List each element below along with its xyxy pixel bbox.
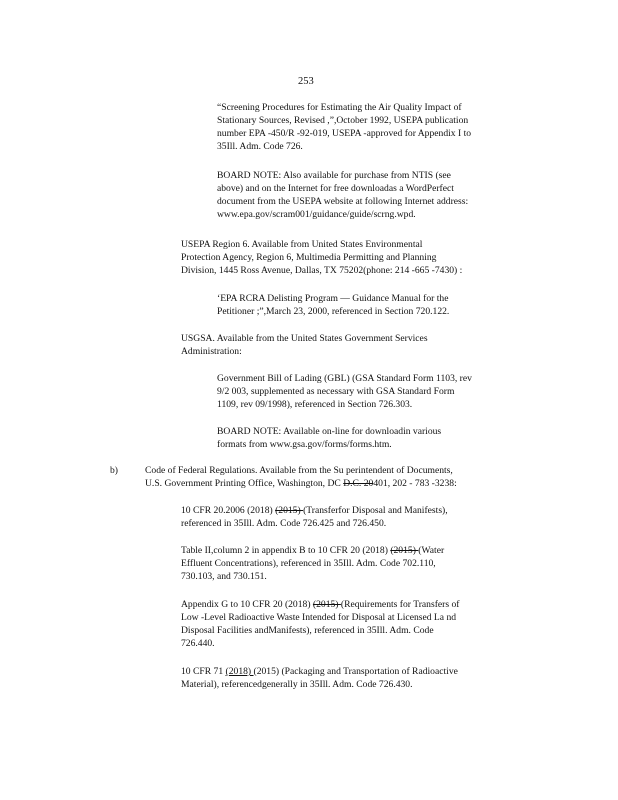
text-line [181, 504, 471, 517]
text-line: Effluent Concentrations), referenced in 35Ill. Adm. Code 702.110, [181, 558, 436, 569]
text-line: Administration: [181, 346, 242, 357]
text-segment: 10 CFR 20.2006 (2018) [181, 505, 276, 516]
text-segment: 401, 202 - 783 -3238: [373, 478, 457, 489]
text-line: Material), referencedgenerally in 35Ill. Adm. Code 726.430. [181, 679, 413, 690]
text-line: 1109, rev 09/1998), referenced in Section 726.303. [217, 399, 413, 410]
text-line: BOARD NOTE: Also available for purchase from NTIS (see [217, 170, 451, 181]
rcra-delisting-reference [217, 292, 531, 318]
text-segment: Table II,column 2 in appendix B to 10 CFR 20 (2018) [181, 545, 391, 556]
text-segment: U.S. Government Printing Office, Washington, DC [145, 478, 344, 489]
text-line: Code of Federal Regulations. Available from the Su perintendent of Documents, [145, 465, 453, 476]
text-line: USGSA. Available from the United States Government Services [181, 333, 428, 344]
text-line [181, 665, 521, 678]
text-line: Low -Level Radioactive Waste Intended for Disposal at Licensed La nd [181, 612, 457, 623]
text-line: Stationary Sources, Revised ,”,October 1992, USEPA publication [217, 115, 469, 126]
deleted-text: (2015) [390, 545, 419, 556]
text-segment: 10 CFR 71 [181, 666, 226, 677]
text-segment: (Requirements for Transfers of [340, 599, 460, 610]
text-line: Disposal Facilities andManifests), referenced in 35Ill. Adm. Code [181, 625, 434, 636]
inserted-text: (2018) [225, 666, 254, 677]
text-line: Government Bill of Lading (GBL) (GSA Standard Form 1103, rev [217, 373, 472, 384]
screening-procedures-reference [217, 101, 531, 153]
deleted-text: (2015) [275, 505, 304, 516]
text-line: 35Ill. Adm. Code 726. [217, 141, 303, 152]
text-line: referenced in 35Ill. Adm. Code 726.425 and 726.450. [181, 518, 387, 529]
gbl-reference [217, 372, 535, 411]
deleted-text: D.C. 20 [343, 478, 374, 489]
text-line: BOARD NOTE: Available on-line for downloadin various [217, 426, 442, 437]
list-marker-b: b) [110, 465, 118, 476]
text-line: Protection Agency, Region 6, Multimedia Permitting and Planning [181, 252, 437, 263]
text-line [181, 598, 531, 611]
text-line: 9/2 003, supplemented as necessary with GSA Standard Form [217, 386, 455, 397]
text-line [145, 477, 533, 490]
cfr-71-reference [181, 665, 521, 691]
text-line [181, 544, 507, 557]
table-ii-reference [181, 544, 507, 583]
text-line: Division, 1445 Ross Avenue, Dallas, TX 75202(phone: 214 -665 -7430) : [181, 265, 463, 276]
text-line: Petitioner ;”,March 23, 2000, referenced in Section 720.122. [217, 306, 450, 317]
usgsa-entry [181, 332, 491, 358]
usepa-region-6-entry [181, 238, 535, 277]
text-segment: (Water [418, 545, 445, 556]
text-line: USEPA Region 6. Available from United States Environmental [181, 239, 423, 250]
text-line: document from the USEPA website at following Internet address: [217, 196, 469, 207]
text-line: above) and on the Internet for free downloadas a WordPerfect [217, 183, 454, 194]
text-line: formats from www.gsa.gov/forms/forms.htm. [217, 439, 392, 450]
page-number: 253 [298, 76, 314, 87]
text-line: number EPA -450/R -92-019, USEPA -approved for Appendix I to [217, 128, 472, 139]
text-line: 730.103, and 730.151. [181, 571, 267, 582]
text-segment: (Transferfor Disposal and Manifests), [303, 505, 448, 516]
board-note-gsa-forms [217, 425, 502, 451]
text-segment: Appendix G to 10 CFR 20 (2018) [181, 599, 313, 610]
text-line: “Screening Procedures for Estimating the Air Quality Impact of [217, 102, 462, 113]
text-line: ‘EPA RCRA Delisting Program — Guidance Manual for the [217, 293, 449, 304]
cfr-20-2006-reference [181, 504, 471, 530]
text-line: www.epa.gov/scram001/guidance/guide/scrng.wpd. [217, 209, 416, 220]
code-of-federal-regulations-entry [145, 464, 533, 490]
text-line: 726.440. [181, 638, 215, 649]
deleted-text: (2015) [312, 599, 341, 610]
board-note-ntis [217, 169, 531, 221]
text-segment: (2015) (Packaging and Transportation of Radioactive [253, 666, 458, 677]
appendix-g-reference [181, 598, 531, 650]
